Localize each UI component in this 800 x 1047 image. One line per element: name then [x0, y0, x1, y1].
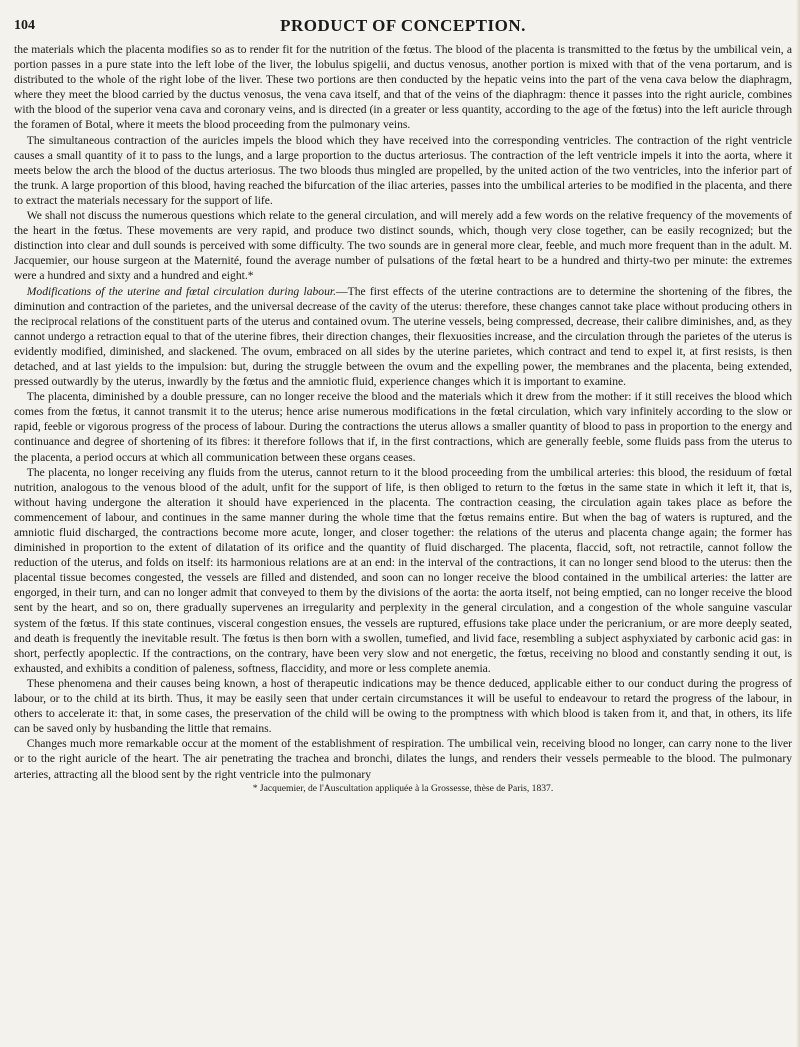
footnote: * Jacquemier, de l'Auscultation appliquée à la Grossesse, thèse de Paris, 1837.: [252, 782, 554, 794]
page-number: 104: [14, 18, 35, 33]
paragraph-text: The simultaneous contraction of the auricles impels the blood which they have received into the corresponding ventricles. The contraction of the right ventricle causes a small quantity of it to pass to the lungs, and a large proportion to the ductus arteriosus. The contraction of the left ventricle impels it into the aorta, where it meets below the arch the blood of the ductus arteriosus. The two bloods thus mingled are propelled, by the united action of the two ventricles, into the inferior part of the trunk. A large proportion of this blood, having reached the bifurcation of the iliac arteries, passes into the umbilical arteries to be modified in the placenta, and there to extract the materials necessary for the support of life.: [14, 133, 792, 207]
paragraph: [14, 133, 792, 208]
paragraph: [14, 736, 792, 781]
paragraph-text: the materials which the placenta modifies so as to render fit for the nutrition of the fœtus. The blood of the placenta is transmitted to the fœtus by the umbilical vein, a portion passes in a pure state into the left lobe of the liver, the lobulus spigelii, and ductus venosus, another portion is mixed with that of the vena portarum, and is distributed to the whole of the right lobe of the liver. These two portions are then conducted by the hepatic veins into the part of the vena cava below the diaphragm, where they meet the blood carried by the ductus venosus, the vena cava itself, and that of the veins of the diaphragm: thence it passes into the right auricle, combines with the blood of the superior vena cava and coronary veins, and is directed (in a greater or less quantity, according to the age of the fœtus) into the left auricle through the foramen of Botal, where it meets the blood proceeding from the pulmonary veins.: [14, 43, 792, 132]
paragraph-text: We shall not discuss the numerous questions which relate to the general circulation, and will merely add a few words on the relative frequency of the movements of the heart in the fœtus. These movements are very rapid, and produce two distinct sounds, which, though very close together, can be easily recognized; but the distinction into clear and dull sounds is perceived with some difficulty. The two sounds are in general more clear, feeble, and much more frequent than in the adult. M. Jacquemier, our house surgeon at the Maternité, found the average number of pulsations of the fœtal heart to be a hundred and thirty-two per minute: the extremes were a hundred and sixty and a hundred and eight.*: [14, 209, 792, 283]
paragraph: [14, 42, 792, 133]
paragraph-text: —The first effects of the uterine contractions are to determine the shortening of the fibres, the diminution and contraction of the parietes, and the universal decrease of the cavity of the uterus: therefore, these changes cannot take place without producing others in the reciprocal relations of the constituent parts of the uterus and contained ovum. The uterine vessels, being compressed, decrease, their calibre diminishes, and, as they cannot undergo a retraction equal to that of the uterine fibres, their direction changes, their flexuosities increase, and the circulation through the parietes of the uterus is evidently modified, diminished, and slackened. The ovum, embraced on all sides by the uterine parietes, which contract and tend to expel it, at first resists, is then detached, and at last yields to the impulsion: but, during the struggle between the ovum and the expelling power, the membranes and the placenta, being extended, pressed outwardly by the uterus, inwardly by the fœtus and the amniotic fluid, experience changes which it is important to examine.: [14, 284, 792, 389]
page-edge: [796, 0, 800, 1047]
paragraph-text: These phenomena and their causes being known, a host of therapeutic indications may be thence deduced, applicable either to our conduct during the progress of labour, or to the child at its birth. Thus, it may be easily seen that under certain circumstances it will be useful to endeavour to retard the progress of the labour, in others to accelerate it: that, in some cases, the preservation of the child will be owing to the promptness with which blood is taken from it, and that, in others, its life can be saved only by husbanding the little that remains.: [14, 676, 792, 736]
paragraph: [14, 284, 792, 390]
paragraph: [14, 465, 792, 676]
paragraph: [14, 676, 792, 736]
body-text: [14, 42, 792, 782]
paragraph-text: The placenta, no longer receiving any fluids from the uterus, cannot return to it the blood proceeding from the umbilical arteries: this blood, the residuum of fœtal nutrition, analogous to the venous blood of the adult, unfit for the support of life, is then obliged to return to the fœtus in the same state in which it left it, that is, without having undergone the alteration it should have experienced in the placenta. The contraction ceasing, the circulation again takes place as before the commencement of labour, and continues in the same manner during the whole time that the fœtus remains entire. But when the bag of waters is ruptured, and the amniotic fluid discharged, the contractions become more acute, longer, and closer together: the relations of the uterus and placenta change again; the former has diminished in proportion to the extent of dilatation of its orifice and the quantity of fluid discharged. The placenta, flaccid, soft, not retractile, cannot follow the reduction of the uterus, and folds on itself: its harmonious relations are at an end: in the interval of the contractions, it can no longer send blood to the uterus: then the placental tissue becomes congested, the vessels are filled and distended, and soon can no longer receive the blood contained in the umbilical arteries: the latter are engorged, in their turn, and can no longer admit that conveyed to them by the divisions of the aorta: the aorta itself, not being emptied, can no longer receive the blood sent by the heart, and so on, there gradually supervenes an irregularity and perplexity in the general circulation, and a congestion of the whole sanguine vascular system of the fœtus. If this state continues, visceral congestion ensues, the vessels are ruptured, effusions take place under the pericranium, or are more deeply seated, and death is frequently the inevitable result. The fœtus is then born with a swollen, tumefied, and livid face, resembling a subject asphyxiated by carbonic acid gas: in short, perfectly apoplectic. If the contractions, on the contrary, have been very slow and not energetic, the fœtus, receiving no blood and constantly sending it out, is exhausted, and exhibits a condition of paleness, softness, flaccidity, and more or less complete anemia.: [14, 465, 792, 675]
paragraph: [14, 208, 792, 283]
page-header: [14, 16, 792, 42]
running-title: PRODUCT OF CONCEPTION.: [280, 16, 526, 35]
paragraph: [14, 389, 792, 464]
paragraph-text: The placenta, diminished by a double pressure, can no longer receive the blood and the materials which it drew from the mother: if it still receives the blood which comes from the fœtus, it cannot transmit it to the uterus; hence arise numerous modifications in the fœtal circulation, which vary infinitely according to the slow or rapid, feeble or vigorous progress of the process of labour. During the contractions the uterus allows a smaller quantity of blood to pass in proportion to the energy and continuance and degree of shortening of its fibres: it therefore follows that if, in the first contractions, which are generally feeble, some fluids pass from the uterus to the placenta, a period occurs at which all communication between these organs ceases.: [14, 390, 792, 464]
section-heading: Modifications of the uterine and fœtal circulation during labour.: [26, 284, 337, 298]
paragraph-text: Changes much more remarkable occur at the moment of the establishment of respiration. The umbilical vein, receiving blood no longer, can carry none to the liver or to the right auricle of the heart. The air penetrating the trachea and bronchi, dilates the lungs, and renders their vessels permeable to the blood. The pulmonary arteries, attracting all the blood sent by the right ventricle into the pulmonary: [14, 737, 792, 781]
